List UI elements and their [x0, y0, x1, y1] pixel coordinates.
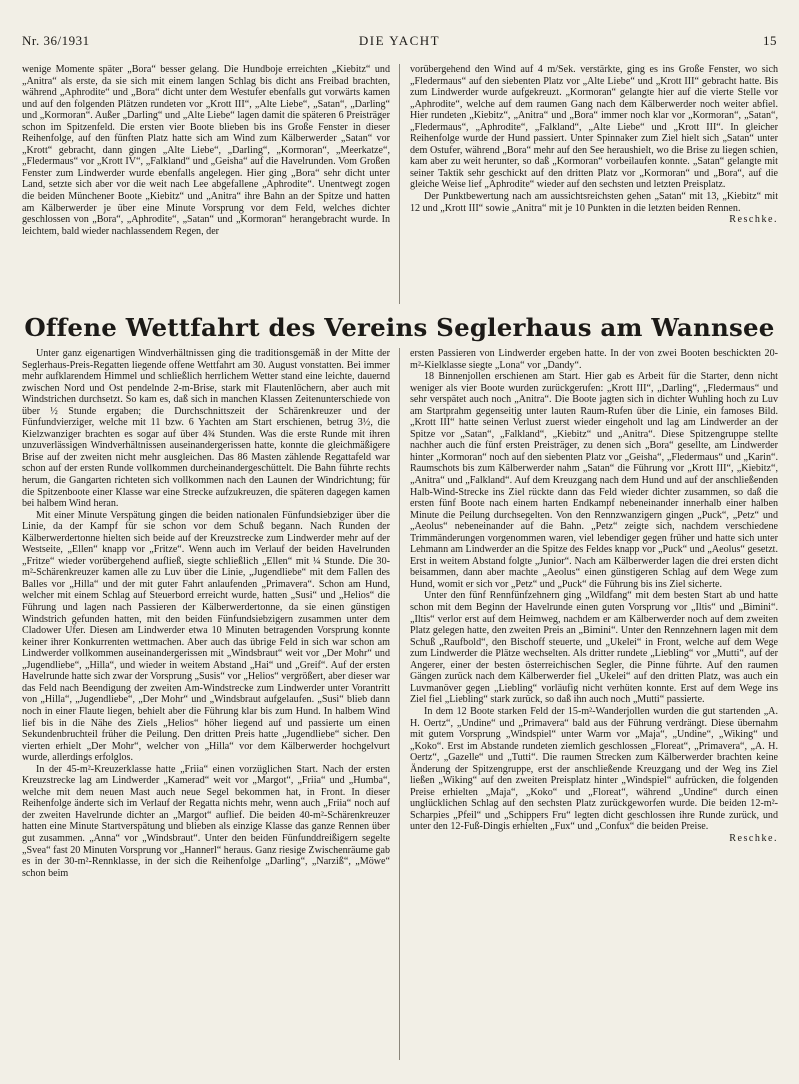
paragraph: vorübergehend den Wind auf 4 m/Sek. verstärkte, ging es ins Große Fenster, wo sich „Fledermaus“ auf den siebenten Platz vor „Alte Liebe“ und „Krott III“ gebracht hatte. Bis zum Lindwerder wurde aufgekreuzt. „Kormoran“ gelangte hier auf die vierte Stelle vor „Aphrodite“, welche auf dem raumen Gang nach dem Kälberwerder noch weiter abfiel. Hier rundeten „Kiebitz“, „Anitra“ und „Bora“ immer noch klar vor „Kormoran“, „Satan“, „Fledermaus“, „Aphrodite“, „Falkland“, „Alte Liebe“ und „Krott III“. In gleicher Reihenfolge wurde der Hund passiert. Unter Spinnaker zum Ziel hielt sich „Satan“ unter dem Ostufer, während „Bora“ mehr auf den See heraushielt, wo die Brise zu liegen schien, kam aber zu weit herunter, so daß „Kormoran“ vorbeilaufen konnte. „Satan“ gelangte mit seiner Taktik sehr geschickt auf den dritten Platz vor „Kormoran“ und „Bora“, auf die gleiche Weise lief „Aphrodite“ wieder auf den sechsten und letzten Preisplatz. — [410, 64, 778, 191]
page-number: 15 — [763, 33, 777, 48]
author-signature: Reschke. — [729, 832, 778, 844]
journal-title: DIE YACHT — [358, 33, 441, 48]
paragraph: wenige Momente später „Bora“ besser gelang. Die Hundboje erreichten „Kiebitz“ und „Anitra“ als erste, da sie sich mit einem langen Schlag bis dicht ans Freibad brachten, während „Aphrodite“ und „Bora“ dicht unter dem Westufer ebenfalls gut vorwärts kamen und auf den folgenden Plätzen rundeten vor „Krott III“, „Alte Liebe“, „Satan“, „Darling“ und „Kormoran“. Außer „Darling“ und „Alte Liebe“ lagen damit die späteren 6 Preisträger schon im Spitzenfeld. Die ersten vier Boote blieben bis ins Große Fenster in dieser Reihenfolge, auf den fünften Platz hatte sich am Wind zum Kälberwerder „Satan“ vor „Krott“ gebracht, dann gingen „Alte Liebe“, „Darling“, „Kormoran“, „Meerkatze“, „Fledermaus“ vor „Krott IV“, „Falkland“ und „Geisha“ auf die Havelrunden. Vom Großen Fenster zum Lindwerder wurde ebenfalls angelegen. Hier ging „Bora“ sehr dicht unter Land, setzte sich aber vor die weit nach Lee abgefallene „Aphrodite“. Unentwegt zogen die beiden Münchener Boote „Kiebitz“ und „Anitra“ ihre Bahn an der Spitze und hatten am Kälberwerder je über eine Minute Vorsprung vor dem Feld, welches dichter geschlossen von „Bora“, „Aphrodite“, „Satan“ und „Kormoran“ herangebracht wurde. In leichtem, bald wieder nachlassendem Regen, der — [22, 64, 390, 237]
column-divider — [399, 64, 400, 304]
paragraph: 18 Binnenjollen erschienen am Start. Hier gab es Arbeit für die Starter, denn nicht weniger als vier Boote wurden zurückgerufen: „Krott III“, „Darling“, „Fledermaus“ und sehr verspätet auch noch „Anitra“. Die Boote jagten sich in dichter Wuhling hoch zu Luv am Startprahm gegenseitig unter lauten Raum-Rufen über die Linie, ein famoses Bild. „Krott III“ hatte seinen Verlust zuerst wieder eingeholt und lag am Lindwerder an der Spitze vor „Satan“, „Falkland“, „Kiebitz“ und „Anitra“. Diese Spitzengruppe stellte nachher auch die fünf ersten Preisträger, zu denen sich „Bora“ gesellte, am Lindwerder hinter „Kormoran“ noch auf den siebenten Platz vor „Geisha“, „Fledermaus“ und „Karin“. Raumschots bis zum Kälberwerder nahm „Satan“ die Führung vor „Krott III“, „Kiebitz“, „Anitra“ und „Falkland“. Auf dem Kreuzgang nach dem Hund und auf der anschließenden Halb-Wind-Strecke ins Ziel rückte dann das Feld wieder dichter zusammen, so daß die ersten fünf Boote nach einem harten Endkampf nebeneinander innerhalb einer halben Minute die Peilung durchsegelten. Von den Rennzwanzigern gingen „Puck“, „Petz“ und „Aeolus“ nebeneinander auf die Bahn. „Petz“ zeigte sich, nachdem verschiedene Trimmänderungen vorgenommen waren, viel lebendiger gegen früher und hatte sich unter Lehmann am Lindwerder an die Spitze des Feldes knapp vor „Puck“ und „Aeolus“ gesetzt. Erst in weitem Abstand folgte „Junior“. Nach am Kälberwerder lagen die drei ersten dicht beisammen, dann aber machte „Aeolus“ einen günstigeren Schlag auf dem Wege zum Hund, womit er sich vor „Petz“ und „Puck“ die Führung bis ins Ziel sicherte. — [410, 371, 778, 590]
paragraph: ersten Passieren von Lindwerder ergeben hatte. In der von zwei Booten beschickten 20-m²-Kielklasse siegte „Lona“ vor „Dandy“. — [410, 348, 778, 371]
author-signature: Reschke. — [729, 214, 778, 226]
column-divider — [399, 348, 400, 1060]
top-left-column — [22, 64, 390, 237]
paragraph: Unter den fünf Rennfünfzehnern ging „Wildfang“ mit dem besten Start ab und hatte schon mit dem Beginn der Havelrunde einen guten Vorsprung vor „Iltis“ und „Bimini“. „Iltis“ verlor erst auf dem Heimweg, nachdem er am Kälberwerder noch auf dem zweiten Platz gelegen hatte, den zweiten Preis an „Bimini“. Unter den Rennzehnern lagen mit dem Schuß „Raufbold“, den Bischoff steuerte, und „Ukelei“ in Front, welche auf dem Wege zum Lindwerder die Plätze wechselten. Als dritter rundete „Liebling“ vor „Mutti“, auf der Angerer, einer der besten österreichischen Segler, die Pinne führte. Auf den raumen Gängen zurück nach dem Kälberwerder fiel „Ukelei“ auf den dritten Platz, was auch ein Luvmanöver gegen „Liebling“ vorläufig nicht verhüten konnte. Erst auf dem Wege ins Ziel fiel „Liebling“ stark zurück, so daß ihn auch noch „Mutti“ passierte. — [410, 590, 778, 706]
issue-number: Nr. 36/1931 — [22, 33, 90, 48]
paragraph: In der 45-m²-Kreuzerklasse hatte „Friia“ einen vorzüglichen Start. Nach der ersten Kreuzstrecke lag am Lindwerder „Kamerad“ weit vor „Margot“, „Friia“ und „Humba“, welche mit dem neuen Mast auch neue Segel bekommen hat, in Front. In dieser Reihenfolge änderte sich im Verlauf der Regatta nichts mehr, wenn auch „Friia“ noch auf der zweiten Havelrunde dichter an „Margot“ auflief. Die beiden 40-m²-Schärenkreuzer hatten eine Minute Startverspätung und blieben als einzige Klasse das ganze Rennen über gut zusammen. „Anna“ vor „Windsbraut“. Unter den beiden Fünfunddreißigern segelte „Svea“ fast 20 Minuten Vorsprung vor „Hannerl“ heraus. Ganz riesige Zwischenräume gab es in der 30-m²-Rennklasse, in der sich die Reihenfolge „Darling“, „Narziß“, „Möwe“ schon beim — [22, 763, 390, 879]
paragraph: In dem 12 Boote starken Feld der 15-m²-Wanderjollen wurden die gut startenden „A. H. Oertz“, „Undine“ und „Primavera“ bald aus der Führung verdrängt. Diese übernahm mit gutem Vorsprung „Windspiel“ unter Warm vor „Maja“, „Undine“, „Wiking“ und „Koko“. Erst im Abstande rundeten ziemlich geschlossen „Floreat“, „Primavera“, „A. H. Oertz“, „Gazelle“ und „Tutti“. Die raumen Strecken zum Kälberwerder brachten keine Änderung der Spitzengruppe, erst der anschließende Kreuzgang und der Weg ins Ziel ließen „Wiking“ auf den zweiten Preisplatz hinter „Windspiel“ aufrücken, die folgenden Preise erhielten „Maja“, „Koko“ und „Floreat“, während „Undine“ durch einen unglücklichen Schlag auf den sechsten Platz zurückgeworfen wurde. Die beiden 12-m²-Scharpies „Pfeil“ und „Schippers Fru“ legten dicht geschlossen ihre Runde zurück, und unter den 12-Fuß-Dingis erhielten „Fux“ und „Confux“ die beiden Preise. — [410, 705, 778, 833]
top-right-column — [410, 64, 778, 226]
paragraph: Unter ganz eigenartigen Windverhältnissen ging die traditionsgemäß in der Mitte der Seglerhaus-Preis-Regatten liegende offene Wettfahrt am 30. August vonstatten. Bei immer mehr aufklarendem Himmel und schließlich herrlichem Wetter stand eine leichte, dauernd zwischen Nord und Ost pendelnde 2-m-Brise, stark mit Flautenlöchern, aber auch mit Windstrichen durchsetzt. So kam es, daß sich in manchen Klassen Zeitenunterschiede von über ½ Stunde ergaben; die Durchschnittszeit der Schärenkreuzer und der Fünfundvierziger, welche mit 11 bzw. 6 Yachten am Start erschienen, betrug 3½, die Kielzwanziger brachten es sogar auf über 4¾ Stunden. Was die erste Runde mit ihren unzuverlässigen Windverhältnissen auseinandergerissen hatte, konnte die gleichmäßigere Brise auf der zweiten nicht mehr ausgleichen. Das 86 Masten zählende Regattafeld war schon auf der ersten Runde vollkommen durcheinandergeschüttelt. Die Bahn führte rechts herum, die Gangarten richteten sich vollkommen nach den Launen der Windrichtung; für die Spitzenboote einer Klasse war eine Strecke aufzukreuzen, die späteren dagegen kamen bei halbem Wind heran. — [22, 348, 390, 510]
article-title: Offene Wettfahrt des Vereins Seglerhaus am Wannsee — [24, 313, 775, 342]
bottom-right-column — [410, 348, 778, 845]
paragraph: Der Punktbewertung nach am aussichtsreichsten gehen „Satan“ mit 13, „Kiebitz“ mit 12 und „Krott III“ sowie „Anitra“ mit je 10 Punkten in die letzten beiden Rennen. — [410, 191, 778, 214]
page-header — [22, 33, 777, 49]
paragraph: Mit einer Minute Verspätung gingen die beiden nationalen Fünfundsiebziger über die Linie, da der Kampf für sie schon vor dem Schuß begann. Nach Runden der Kälberwerdertonne hielten sich beide auf der Kreuzstrecke zum Lindwerder mehr auf der Westseite, „Ellen“ knapp vor „Fritze“. Wenn auch im Verlauf der beiden Havelrunden „Fritze“ wieder vorübergehend aufließ, siegte schließlich „Ellen“ mit ¼ Stunde. Die 30-m²-Schärenkreuzer kamen alle zu Luv über die Linie, „Jugendliebe“ mit dem Fallen des Balles vor „Hilla“ und der mit guter Fahrt anlaufenden „Primavera“. Schon am Hund, welcher mit einem Schlag auf Steuerbord erreicht wurde, hatten „Susi“ und „Helios“ die Führung und lagen nach Passieren der Kälberwerdertonne, da sie einen günstigen Windstrich gefunden hatten, mit den beiden Fünfundsiebzigern zusammen unter dem Cladower Ufer. Diesen am Lindwerder etwa 10 Minuten betragenden Vorsprung konnte keiner ihrer Konkurrenten wettmachen. Aber auch das übrige Feld in sich war schon am Lindwerder vollkommen auseinandergerissen mit „Windsbraut“ weit vor „Der Mohr“ und „Jugendliebe“, „Hilla“, und wieder in weitem Abstand „Hai“ und „Greif“. Auf der ersten Havelrunde hatte sich zwar der Vorsprung „Susis“ vor „Helios“ vergrößert, aber dieser war das Feld nach Beendigung der zweiten Am-Windstrecke zum Lindwerder unter Vorantritt von „Hilla“, „Jugendliebe“, „Der Mohr“ und „Windsbraut aufgelaufen. „Susi“ blieb dann noch in einer Flaute liegen, behielt aber die Führung klar bis zum Hund. In halbem Wind lief bis in die Nähe des Ziels „Helios“ höher liegend auf und passierte um einen Sekundenbruchteil früher die Peilung. Den dritten Preis hatte „Jugendliebe“ sicher. Den vierten erhielt „Der Mohr“, welcher von „Hilla“ vor dem Kälberwerder hochgelvurt wurde, allerdings erfolglos. — [22, 509, 390, 764]
bottom-left-column — [22, 348, 390, 879]
